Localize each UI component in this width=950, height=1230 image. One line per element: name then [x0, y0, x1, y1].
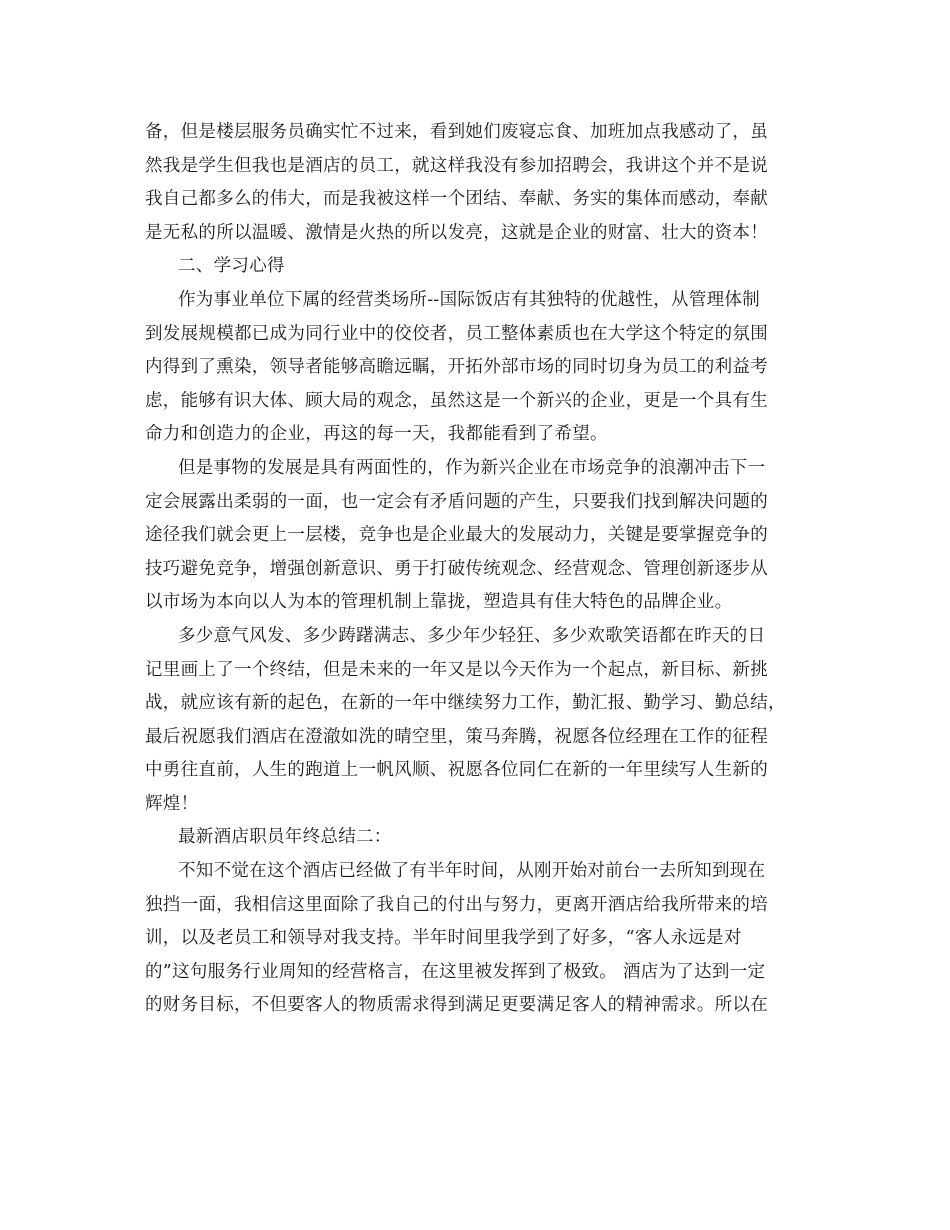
text-line: 中勇往直前，人生的跑道上一帆风顺、祝愿各位同仁在新的一年里续写人生新的: [145, 760, 768, 781]
text-line: 然我是学生但我也是酒店的员工，就这样我没有参加招聘会，我讲这个并不是说: [145, 155, 768, 176]
text-line: 训，以及老员工和领导对我支持。半年时间里我学到了好多，“客人永远是对: [145, 928, 742, 949]
text-line: 最后祝愿我们酒店在澄澈如洗的晴空里，策马奔腾，祝愿各位经理在工作的征程: [145, 726, 768, 747]
text-line: 我自己都多么的伟大，而是我被这样一个团结、奉献、务实的集体而感动，奉献: [145, 189, 768, 210]
text-line: 独挡一面，我相信这里面除了我自己的付出与努力，更离开酒店给我所带来的培: [145, 894, 768, 915]
text-line: 是无私的所以温暖、激情是火热的所以发亮，这就是企业的财富、壮大的资本！: [145, 222, 768, 243]
text-line: 记里画上了一个终结，但是未来的一年又是以今天作为一个起点，新目标、新挑: [145, 659, 768, 680]
text-line: 的”这句服务行业周知的经营格言，在这里被发挥到了极致。 酒店为了达到一定: [145, 961, 766, 982]
text-line: 虑，能够有识大体、顾大局的观念，虽然这是一个新兴的企业，更是一个具有生: [145, 390, 768, 411]
document-body: [145, 116, 805, 1023]
text-line: 以市场为本向以人为本的管理机制上靠拢，塑造具有佳大特色的品牌企业。: [145, 592, 733, 613]
text-line: 但是事物的发展是具有两面性的，作为新兴企业在市场竞争的浪潮冲击下一: [178, 457, 766, 478]
text-line: 作为事业单位下属的经营类场所--国际饭店有其独特的优越性，从管理体制: [178, 289, 761, 310]
text-line: 定会展露出柔弱的一面，也一定会有矛盾问题的产生，只要我们找到解决问题的: [145, 491, 768, 512]
text-line: 命力和创造力的企业，再这的每一天，我都能看到了希望。: [145, 424, 608, 445]
text-line: 最新酒店职员年终总结二：: [178, 827, 392, 848]
text-line: 技巧避免竞争，增强创新意识、勇于打破传统观念、经营观念、管理创新逐步从: [145, 558, 768, 579]
text-line: 辉煌！: [145, 793, 199, 814]
text-line: 的财务目标，不但要客人的物质需求得到满足更要满足客人的精神需求。所以在: [145, 995, 768, 1016]
text-line: 不知不觉在这个酒店已经做了有半年时间，从刚开始对前台一去所知到现在: [178, 861, 766, 882]
text-line: 多少意气风发、多少踌躇满志、多少年少轻狂、多少欢歌笑语都在昨天的日: [178, 625, 766, 646]
text-line: 到发展规模都已成为同行业中的佼佼者，员工整体素质也在大学这个特定的氛围: [145, 323, 768, 344]
text-line: 内得到了熏染，领导者能够高瞻远瞩，开拓外部市场的同时切身为员工的利益考: [145, 357, 768, 378]
text-line: 战，就应该有新的起色，在新的一年中继续努力工作，勤汇报、勤学习、勤总结，: [145, 693, 786, 714]
text-line: 二、学习心得: [178, 256, 285, 277]
text-line: 备，但是楼层服务员确实忙不过来，看到她们废寝忘食、加班加点我感动了，虽: [145, 122, 768, 142]
text-line: 途径我们就会更上一层楼，竞争也是企业最大的发展动力，关键是要掌握竞争的: [145, 525, 768, 546]
